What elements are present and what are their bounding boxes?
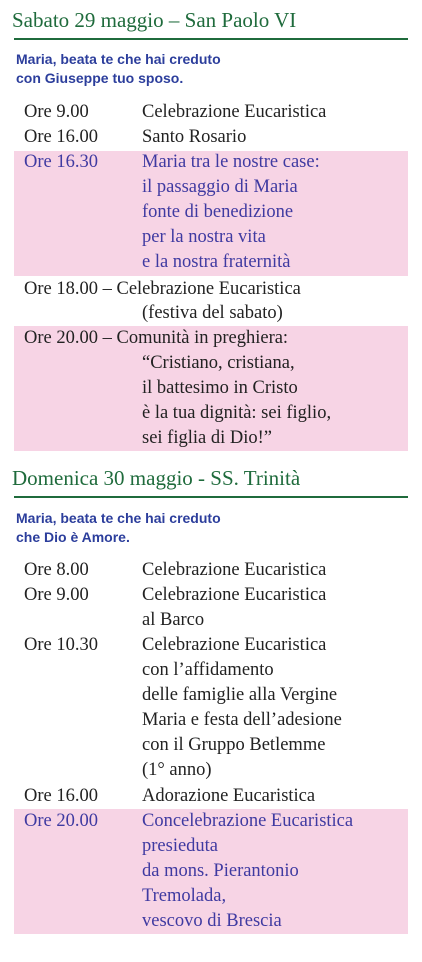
row-time: Ore 16.30 [24, 152, 98, 172]
row-desc: il passaggio di Maria [142, 177, 298, 197]
saturday-heading-rule [14, 38, 408, 40]
row-desc: Celebrazione Eucaristica [142, 560, 327, 580]
row-desc: da mons. Pierantonio [142, 861, 299, 881]
sunday-motto [16, 509, 221, 547]
row-desc: Celebrazione Eucaristica [142, 102, 327, 122]
row-time: Ore 16.00 [24, 786, 98, 806]
row-time: Ore 10.30 [24, 635, 98, 655]
row-desc: Celebrazione Eucaristica [142, 635, 327, 655]
row-desc: Concelebrazione Eucaristica [142, 811, 354, 831]
row-desc: Tremolada, [142, 886, 227, 906]
saturday-motto-line: con Giuseppe tuo sposo. [16, 70, 184, 86]
row-desc: con l’affidamento [142, 660, 274, 680]
sunday-motto-line: Maria, beata te che hai creduto [16, 510, 221, 526]
row-desc: per la nostra vita [142, 227, 266, 247]
row-time: Ore 8.00 [24, 560, 89, 580]
row-time: Ore 20.00 – Comunità in preghiera: [24, 328, 289, 348]
saturday-motto-line: Maria, beata te che hai creduto [16, 51, 221, 67]
sunday-heading-rule [14, 496, 408, 498]
row-desc: Maria tra le nostre case: [142, 152, 320, 172]
row-desc: e la nostra fraternità [142, 252, 291, 272]
row-desc: delle famiglie alla Vergine [142, 685, 338, 705]
row-time: Ore 9.00 [24, 102, 89, 122]
row-desc: Santo Rosario [142, 127, 247, 147]
row-time: Ore 18.00 – Celebrazione Eucaristica [24, 279, 301, 299]
row-time: Ore 16.00 [24, 127, 98, 147]
row-desc: il battesimo in Cristo [142, 378, 298, 398]
row-time: Ore 9.00 [24, 585, 89, 605]
row-desc: con il Gruppo Betlemme [142, 735, 326, 755]
row-desc: vescovo di Brescia [142, 911, 282, 931]
sunday-motto-line: che Dio è Amore. [16, 529, 130, 545]
row-desc: Adorazione Eucaristica [142, 786, 316, 806]
row-desc: al Barco [142, 610, 205, 630]
row-desc: è la tua dignità: sei figlio, [142, 403, 332, 423]
row-time: Ore 20.00 [24, 811, 98, 831]
row-desc: Celebrazione Eucaristica [142, 585, 327, 605]
row-desc: sei figlia di Dio!” [142, 428, 272, 448]
row-desc: “Cristiano, cristiana, [142, 353, 295, 373]
row-desc: presieduta [142, 836, 219, 856]
row-desc: (festiva del sabato) [142, 303, 283, 323]
saturday-motto [16, 50, 221, 88]
sunday-heading: Domenica 30 maggio - SS. Trinità [12, 466, 301, 490]
row-desc: fonte di benedizione [142, 202, 294, 222]
row-desc: Maria e festa dell’adesione [142, 710, 342, 730]
saturday-heading: Sabato 29 maggio – San Paolo VI [12, 8, 297, 32]
row-desc: (1° anno) [142, 760, 212, 780]
